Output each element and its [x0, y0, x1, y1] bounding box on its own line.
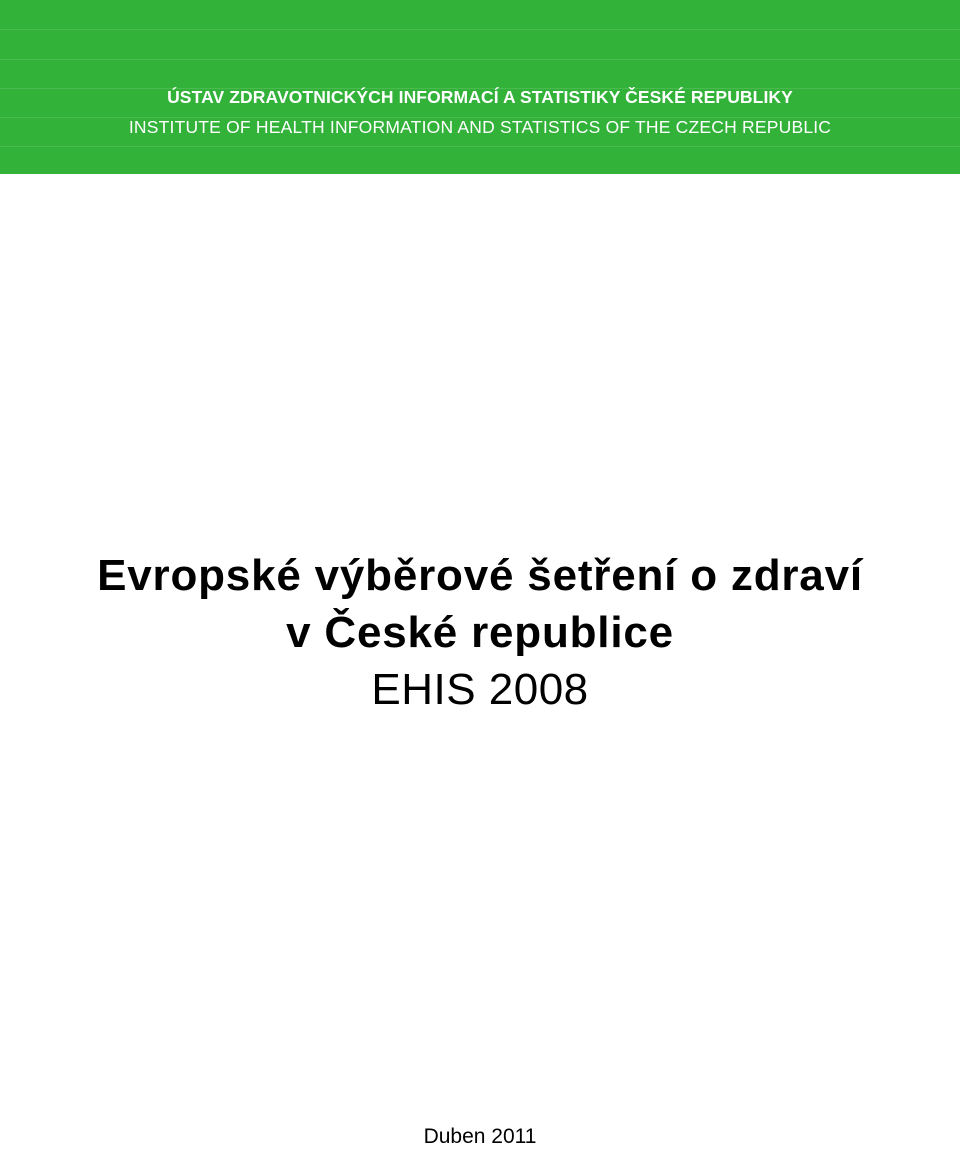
publication-date: Duben 2011 [423, 1125, 537, 1148]
document-title [0, 547, 960, 718]
header-stripe [0, 59, 960, 60]
title-line-2: v České republice [286, 608, 674, 657]
header-band [0, 0, 960, 174]
header-stripe [0, 29, 960, 30]
title-line-1: Evropské výběrové šetření o zdraví [97, 551, 863, 600]
institute-name-czech: ÚSTAV ZDRAVOTNICKÝCH INFORMACÍ A STATISTIKY ČESKÉ REPUBLIKY [167, 87, 793, 107]
institute-name-english: INSTITUTE OF HEALTH INFORMATION AND STATISTICS OF THE CZECH REPUBLIC [128, 117, 832, 137]
header-stripe [0, 146, 960, 147]
title-line-3: EHIS 2008 [371, 665, 589, 714]
